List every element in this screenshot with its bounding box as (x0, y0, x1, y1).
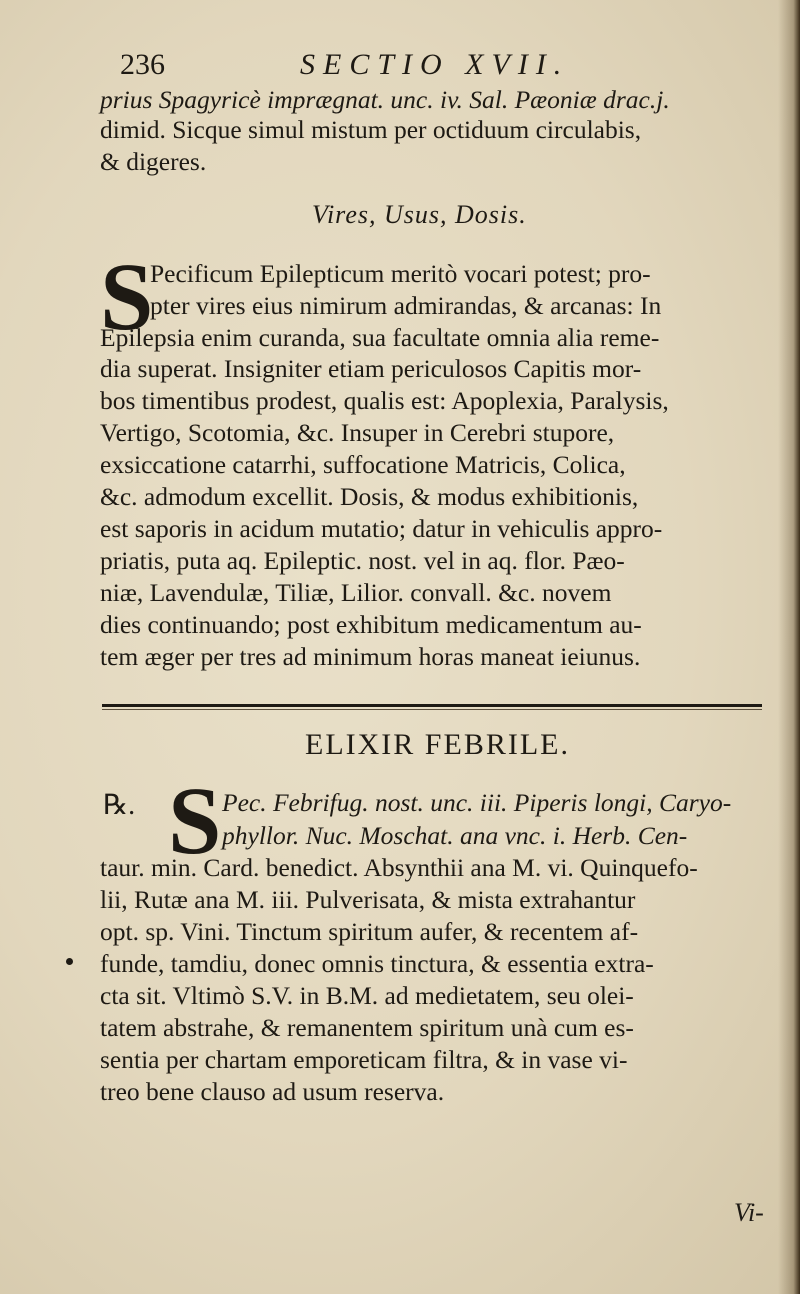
text-line: opt. sp. Vini. Tinctum spiritum aufer, & recentem af- (100, 917, 639, 946)
text-line: treo bene clauso ad usum reserva. (100, 1077, 445, 1106)
section-rule-thin (102, 709, 762, 710)
text-line: Pecificum Epilepticum meritò vocari potest; pro- (150, 259, 651, 288)
text-line: sentia per chartam emporeticam filtra, & in vase vi- (100, 1045, 628, 1074)
page-header (120, 48, 760, 88)
recipe-symbol: ℞. (103, 790, 136, 821)
text-line: &c. admodum excellit. Dosis, & modus exhibitionis, (100, 482, 639, 511)
text-line: tem æger per tres ad minimum horas maneat ieiunus. (100, 642, 641, 671)
running-head: SECTIO XVII. (300, 48, 570, 81)
text-line: dimid. Sicque simul mistum per octiduum circulabis, (100, 115, 642, 144)
text-line: niæ, Lavendulæ, Tiliæ, Lilior. convall. &c. novem (100, 578, 612, 607)
text-line: lii, Rutæ ana M. iii. Pulverisata, & mista extrahantur (100, 885, 636, 914)
text-line: Epilepsia enim curanda, sua facultate omnia alia reme- (100, 323, 660, 352)
drop-cap: S (100, 243, 154, 350)
section-title: ELIXIR FEBRILE. (305, 728, 570, 761)
page-gutter-shadow (778, 0, 800, 1294)
catchword: Vi- (734, 1198, 764, 1227)
text-line: Pec. Febrifug. nost. unc. iii. Piperis longi, Caryo- (222, 788, 732, 817)
text-line: pter vires eius nimirum admirandas, & arcanas: In (150, 291, 662, 320)
text-line: dia superat. Insigniter etiam periculosos Capitis mor- (100, 354, 642, 383)
text-line: exsiccatione catarrhi, suffocatione Matricis, Colica, (100, 450, 626, 479)
text-line: & digeres. (100, 147, 207, 176)
text-line: Vertigo, Scotomia, &c. Insuper in Cerebri stupore, (100, 418, 615, 447)
text-line: prius Spagyricè imprægnat. unc. iv. Sal. Pæoniæ drac.j. (100, 85, 670, 114)
drop-cap: S (168, 767, 222, 874)
text-line: dies continuando; post exhibitum medicamentum au- (100, 610, 642, 639)
text-line: est saporis in acidum mutatio; datur in vehiculis appro- (100, 514, 663, 543)
text-line: bos timentibus prodest, qualis est: Apoplexia, Paralysis, (100, 386, 669, 415)
page-number: 236 (120, 48, 165, 81)
section-rule (102, 704, 762, 707)
text-line: funde, tamdiu, donec omnis tinctura, & essentia extra- (100, 949, 654, 978)
text-line: cta sit. Vltimò S.V. in B.M. ad medietatem, seu olei- (100, 981, 634, 1010)
text-line: taur. min. Card. benedict. Absynthii ana M. vi. Quinquefo- (100, 853, 698, 882)
margin-mark (66, 958, 73, 965)
text-line: tatem abstrahe, & remanentem spiritum unà cum es- (100, 1013, 634, 1042)
text-line: phyllor. Nuc. Moschat. ana vnc. i. Herb. Cen- (222, 821, 688, 850)
subheading-vires: Vires, Usus, Dosis. (312, 200, 527, 229)
text-line: priatis, puta aq. Epileptic. nost. vel in aq. flor. Pæo- (100, 546, 625, 575)
